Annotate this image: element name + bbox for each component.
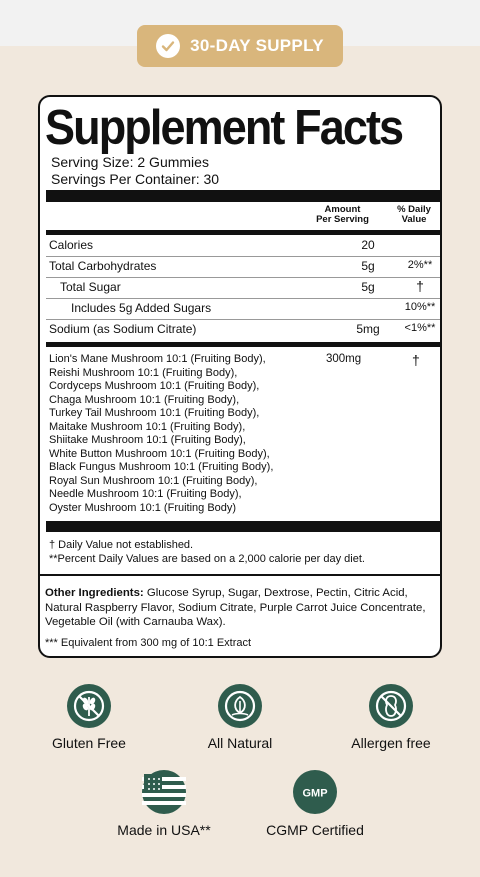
list-item: Needle Mushroom 10:1 (Fruiting Body), bbox=[49, 488, 242, 500]
header-daily-value: % Daily Value bbox=[397, 204, 431, 225]
footnote-dagger: † Daily Value not established. bbox=[49, 539, 194, 551]
list-item: Shiitake Mushroom 10:1 (Fruiting Body), bbox=[49, 434, 246, 446]
equivalent-note: *** Equivalent from 300 mg of 10:1 Extract bbox=[45, 637, 252, 649]
supplement-facts-panel bbox=[38, 95, 442, 658]
serving-size: Serving Size: 2 Gummies bbox=[51, 154, 209, 170]
thin-divider bbox=[40, 574, 442, 576]
nutrient-row: Total Carbohydrates 5g 2%** bbox=[46, 256, 440, 278]
panel-title: Supplement Facts bbox=[45, 99, 403, 156]
list-item: Turkey Tail Mushroom 10:1 (Fruiting Body), bbox=[49, 407, 260, 419]
check-icon bbox=[156, 34, 180, 58]
list-item: White Button Mushroom 10:1 (Fruiting Body), bbox=[49, 447, 270, 460]
no-peanut-icon bbox=[369, 684, 413, 728]
thick-divider bbox=[46, 521, 440, 532]
supply-badge-label: 30-DAY SUPPLY bbox=[190, 36, 324, 55]
other-ingredients-text: Glucose Syrup, Sugar, Dextrose, Pectin, Citric Acid, Natural Raspberry Flavor, Sodium Citrate, Purple Carrot Juice Concentrate, Vegetable Oil (with Carnauba Wax). bbox=[45, 587, 426, 628]
list-item: Lion's Mane Mushroom 10:1 (Fruiting Body), bbox=[49, 353, 266, 365]
feature-label-cgmp-certified: CGMP Certified bbox=[266, 822, 364, 838]
list-item: Chaga Mushroom 10:1 (Fruiting Body), bbox=[49, 393, 240, 406]
nutrient-row: Sodium (as Sodium Citrate) 5mg <1%** bbox=[49, 322, 436, 336]
list-item: Black Fungus Mushroom 10:1 (Fruiting Body), bbox=[49, 461, 274, 473]
feature-label-gluten-free: Gluten Free bbox=[52, 735, 126, 751]
other-ingredients bbox=[45, 586, 437, 630]
us-flag-icon bbox=[142, 770, 186, 814]
list-item: Royal Sun Mushroom 10:1 (Fruiting Body), bbox=[49, 474, 258, 487]
nutrient-row: Calories 20 bbox=[46, 235, 440, 257]
supply-badge bbox=[137, 25, 343, 67]
nutrient-row: Includes 5g Added Sugars 10%** bbox=[46, 298, 440, 320]
servings-per-container: Servings Per Container: 30 bbox=[51, 171, 220, 187]
other-ingredients-label: Other Ingredients: bbox=[45, 587, 144, 599]
feature-label-all-natural: All Natural bbox=[207, 735, 273, 751]
list-item: Reishi Mushroom 10:1 (Fruiting Body), bbox=[49, 366, 238, 379]
mushroom-daily-value: † bbox=[412, 352, 420, 368]
leaf-icon bbox=[218, 684, 262, 728]
list-item: Cordyceps Mushroom 10:1 (Fruiting Body), bbox=[49, 380, 260, 392]
mushroom-amount: 300mg bbox=[326, 353, 362, 365]
footnote-percent: **Percent Daily Values are based on a 2,000 calorie per day diet. bbox=[49, 553, 365, 565]
thick-divider bbox=[46, 190, 440, 202]
header-amount: Amount Per Serving bbox=[316, 204, 369, 225]
nutrient-row: Total Sugar 5g † bbox=[46, 277, 440, 299]
feature-label-allergen-free: Allergen free bbox=[351, 735, 431, 751]
list-item: Maitake Mushroom 10:1 (Fruiting Body), bbox=[49, 420, 246, 433]
svg-text:GMP: GMP bbox=[302, 787, 328, 800]
mushroom-blend-list bbox=[49, 353, 273, 515]
gmp-seal-icon bbox=[293, 770, 337, 814]
feature-label-made-in-usa: Made in USA** bbox=[117, 822, 211, 838]
medium-divider bbox=[46, 342, 440, 347]
no-wheat-icon bbox=[67, 684, 111, 728]
list-item: Oyster Mushroom 10:1 (Fruiting Body) bbox=[49, 501, 237, 514]
